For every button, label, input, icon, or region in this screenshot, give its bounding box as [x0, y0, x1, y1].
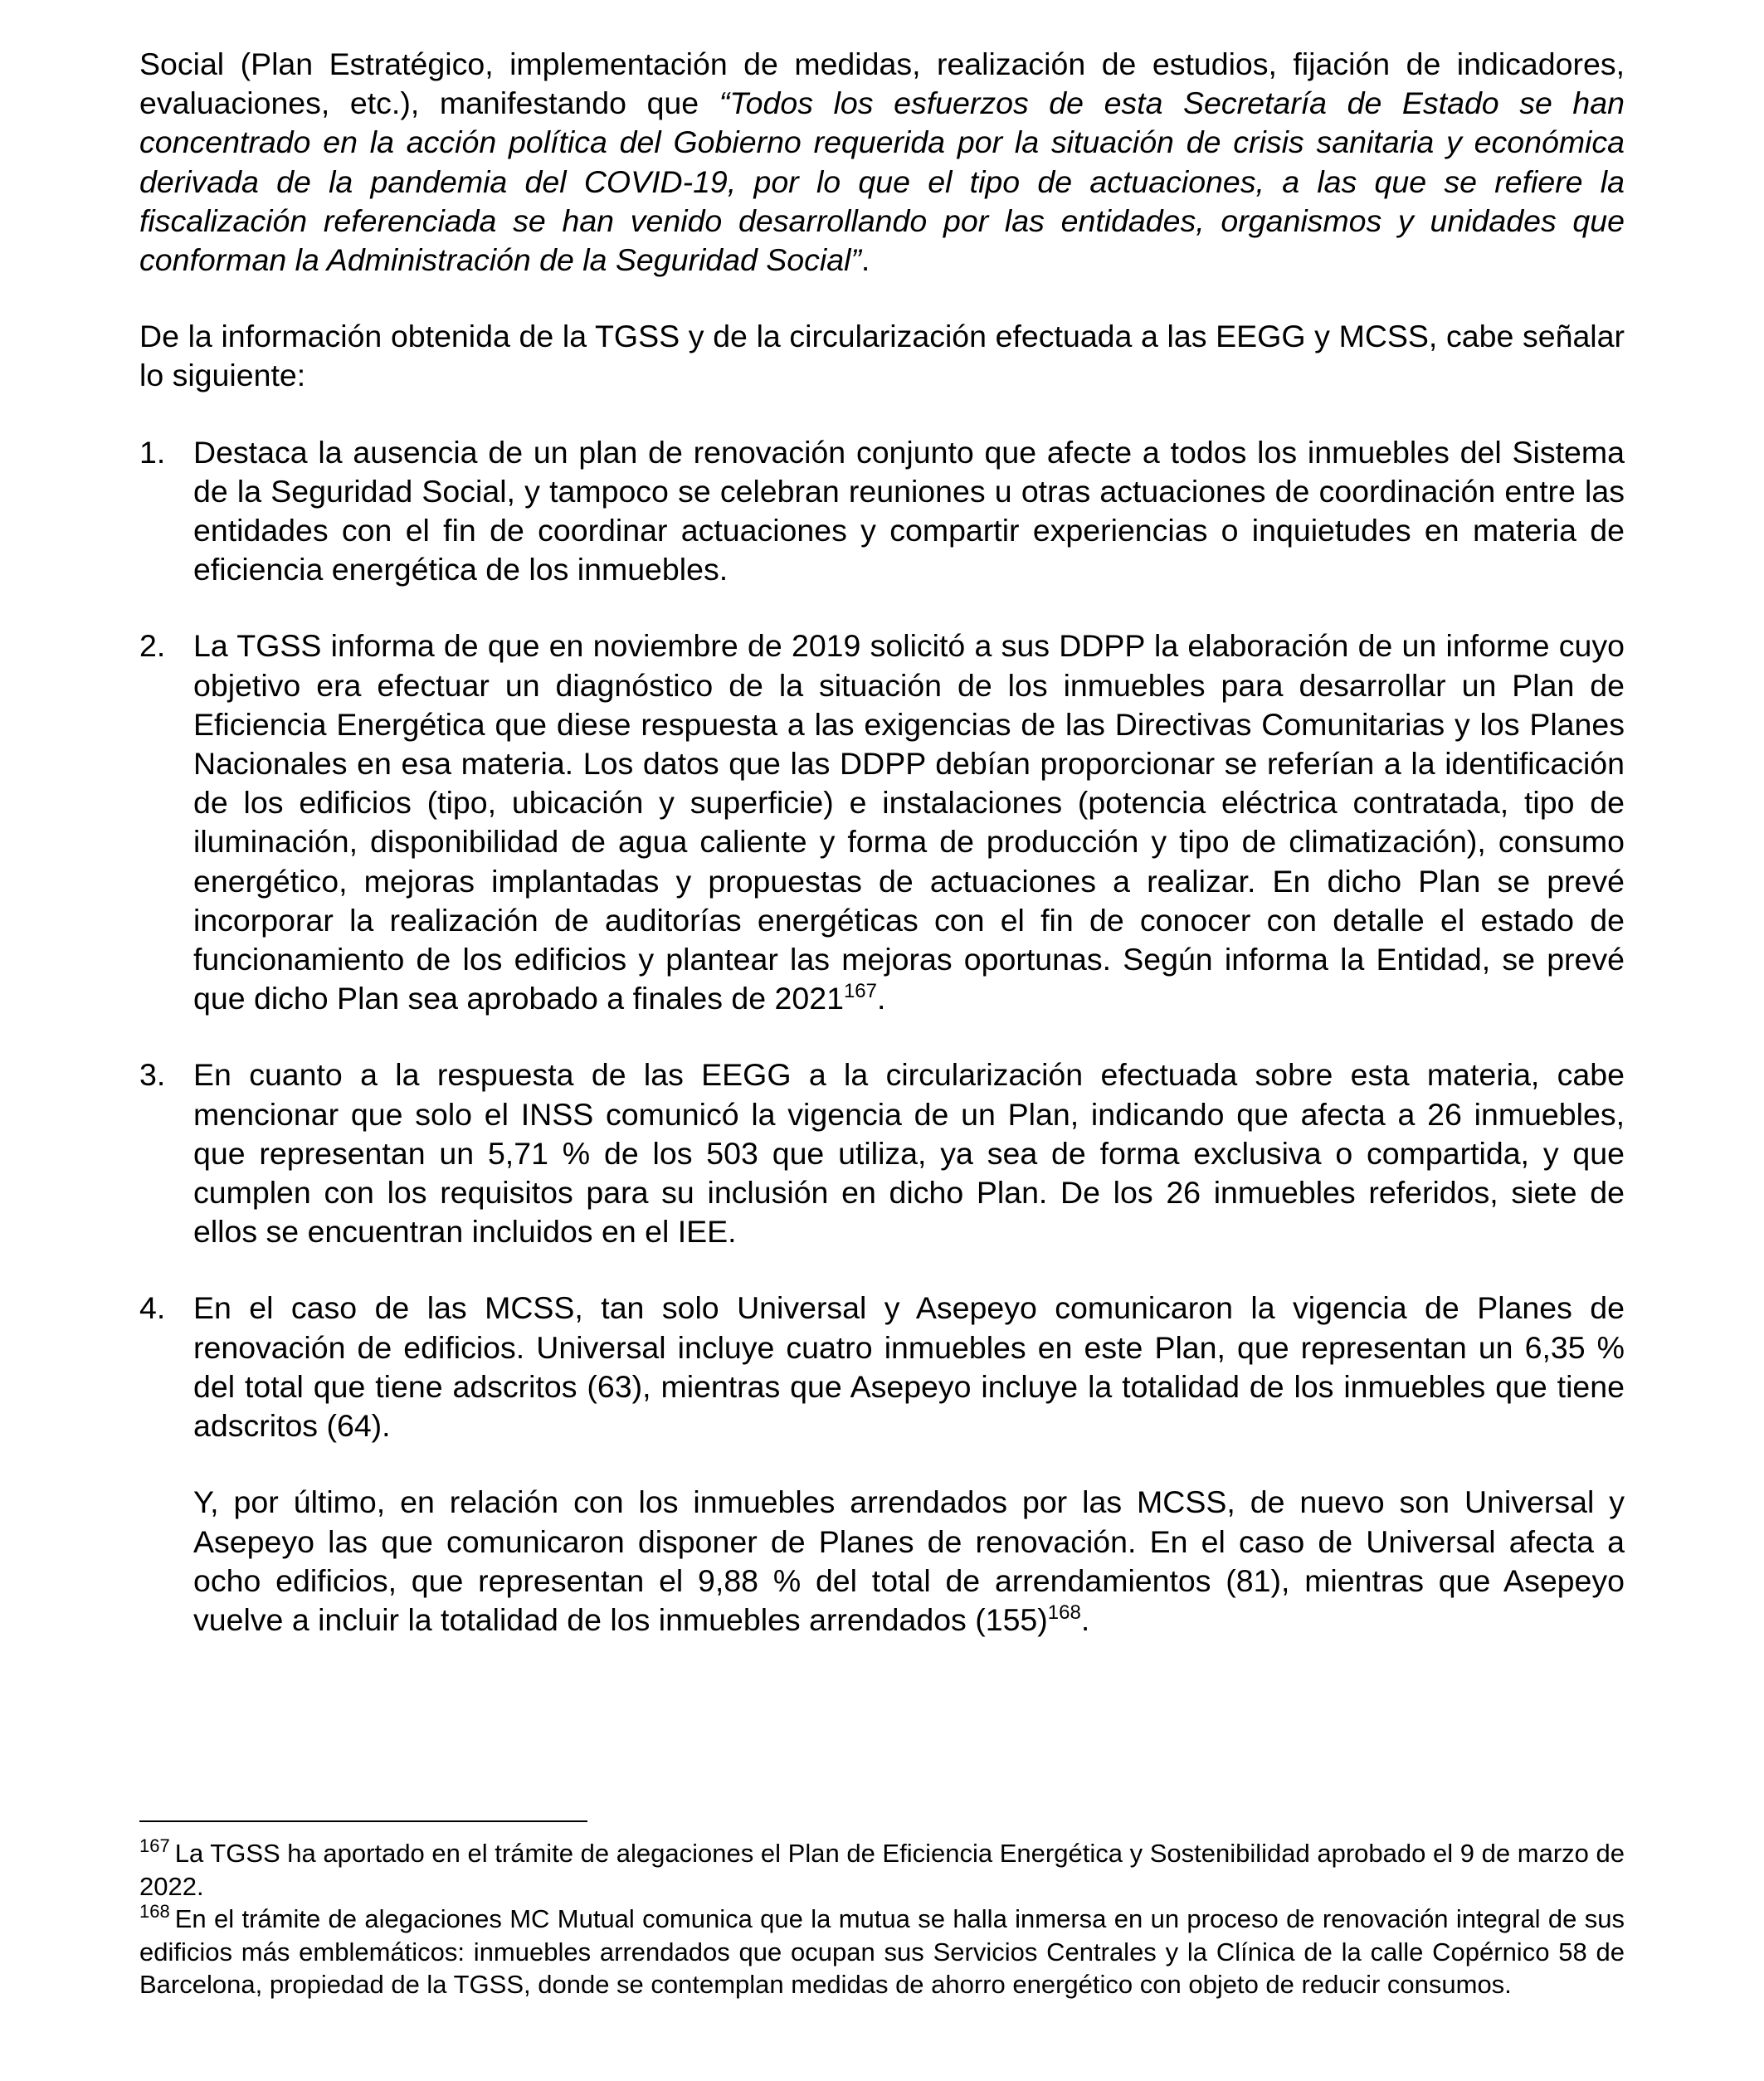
list-item-text: Destaca la ausencia de un plan de renovación conjunto que afecte a todos los inmuebles del Sistema de la Seguridad Social, y tampoco se celebran reuniones u otras actuaciones de coordinación entre las entidades con el fin de coordinar actuaciones y compartir experiencias o inquietudes en materia de eficiencia energética de los inmuebles.	[193, 434, 1625, 587]
intro-tail-text: .	[860, 242, 870, 278]
document-body	[139, 45, 1625, 1640]
footnote-167	[139, 1837, 1625, 1903]
list-item-text-continued-container	[193, 1483, 1625, 1640]
list-number: 2.	[139, 628, 166, 664]
intro-lead-text: Social (Plan Estratégico, implementación de medidas, realización de estudios, fijación de indicadores, evaluaciones, etc.), manifestando que	[139, 46, 1625, 121]
list-item-text-container	[193, 626, 1625, 1018]
summary-paragraph: De la información obtenida de la TGSS y de la circularización efectuada a las EEGG y MCSS, cabe señalar lo siguiente:	[139, 319, 1625, 393]
intro-paragraph	[139, 45, 1625, 280]
list-item-3	[139, 1055, 1625, 1251]
footnote-text: La TGSS ha aportado en el trámite de alegaciones el Plan de Eficiencia Energética y Sostenibilidad aprobado el 9 de marzo de 2022.	[139, 1839, 1625, 1901]
list-item-text: En el caso de las MCSS, tan solo Universal y Asepeyo comunicaron la vigencia de Planes de renovación de edificios. Universal incluye cuatro inmuebles en este Plan, que representan un 6,35 % del total que tiene adscritos (63), mientras que Asepeyo incluye la totalidad de los inmuebles que tiene adscritos (64).	[193, 1290, 1625, 1444]
list-item-text-continued: Y, por último, en relación con los inmuebles arrendados por las MCSS, de nuevo son Universal y Asepeyo las que comunicaron disponer de Planes de renovación. En el caso de Universal afecta a ocho edificios, que representan el 9,88 % del total de arrendamientos (81), mientras que Asepeyo vuelve a incluir la totalidad de los inmuebles arrendados (155)	[193, 1484, 1625, 1637]
list-item-text: En cuanto a la respuesta de las EEGG a la circularización efectuada sobre esta materia, cabe mencionar que solo el INSS comunicó la vigencia de un Plan, indicando que afecta a 26 inmuebles, que representan un 5,71 % de los 503 que utiliza, ya sea de forma exclusiva o compartida, y que cumplen con los requisitos para su inclusión en dicho Plan. De los 26 inmuebles referidos, siete de ellos se encuentran incluidos en el IEE.	[193, 1057, 1625, 1250]
footnote-number: 167	[139, 1835, 170, 1856]
list-item-1	[139, 433, 1625, 590]
footnotes-section	[139, 1837, 1625, 2001]
intro-quote-text: “Todos los esfuerzos de esta Secretaría de Estado se han concentrado en la acción política del Gobierno requerida por la situación de crisis sanitaria y económica derivada de la pandemia del COVID-19, por lo que el tipo de actuaciones, a las que se refiere la fiscalización referenciada se han venido desarrollando por las entidades, organismos y unidades que conforman la Administración de la Seguridad Social”	[139, 85, 1625, 278]
list-number: 3.	[139, 1057, 166, 1093]
list-item-tail: .	[877, 981, 886, 1016]
footnote-number: 168	[139, 1901, 170, 1923]
list-item-2	[139, 626, 1625, 1018]
footnote-168	[139, 1903, 1625, 2001]
list-item-4	[139, 1289, 1625, 1640]
list-number: 1.	[139, 434, 166, 470]
footnote-reference-167[interactable]: 167	[843, 980, 877, 1003]
footnote-separator	[139, 1820, 587, 1822]
footnote-reference-168[interactable]: 168	[1047, 1601, 1081, 1624]
list-item-tail: .	[1080, 1601, 1090, 1637]
list-item-text: La TGSS informa de que en noviembre de 2019 solicitó a sus DDPP la elaboración de un informe cuyo objetivo era efectuar un diagnóstico de la situación de los inmuebles para desarrollar un Plan de Eficiencia Energética que diese respuesta a las exigencias de las Directivas Comunitarias y los Planes Nacionales en esa materia. Los datos que las DDPP debían proporcionar se referían a la identificación de los edificios (tipo, ubicación y superficie) e instalaciones (potencia eléctrica contratada, tipo de iluminación, disponibilidad de agua caliente y forma de producción y tipo de climatización), consumo energético, mejoras implantadas y propuestas de actuaciones a realizar. En dicho Plan se prevé incorporar la realización de auditorías energéticas con el fin de conocer con detalle el estado de funcionamiento de los edificios y plantear las mejoras oportunas. Según informa la Entidad, se prevé que dicho Plan sea aprobado a finales de 2021	[193, 628, 1625, 1016]
list-number: 4.	[139, 1290, 166, 1326]
numbered-list	[139, 433, 1625, 1640]
footnote-text: En el trámite de alegaciones MC Mutual comunica que la mutua se halla inmersa en un proceso de renovación integral de sus edificios más emblemáticos: inmuebles arrendados que ocupan sus Servicios Centrales y la Clínica de la calle Copérnico 58 de Barcelona, propiedad de la TGSS, donde se contemplan medidas de ahorro energético con objeto de reducir consumos.	[139, 1904, 1625, 2000]
